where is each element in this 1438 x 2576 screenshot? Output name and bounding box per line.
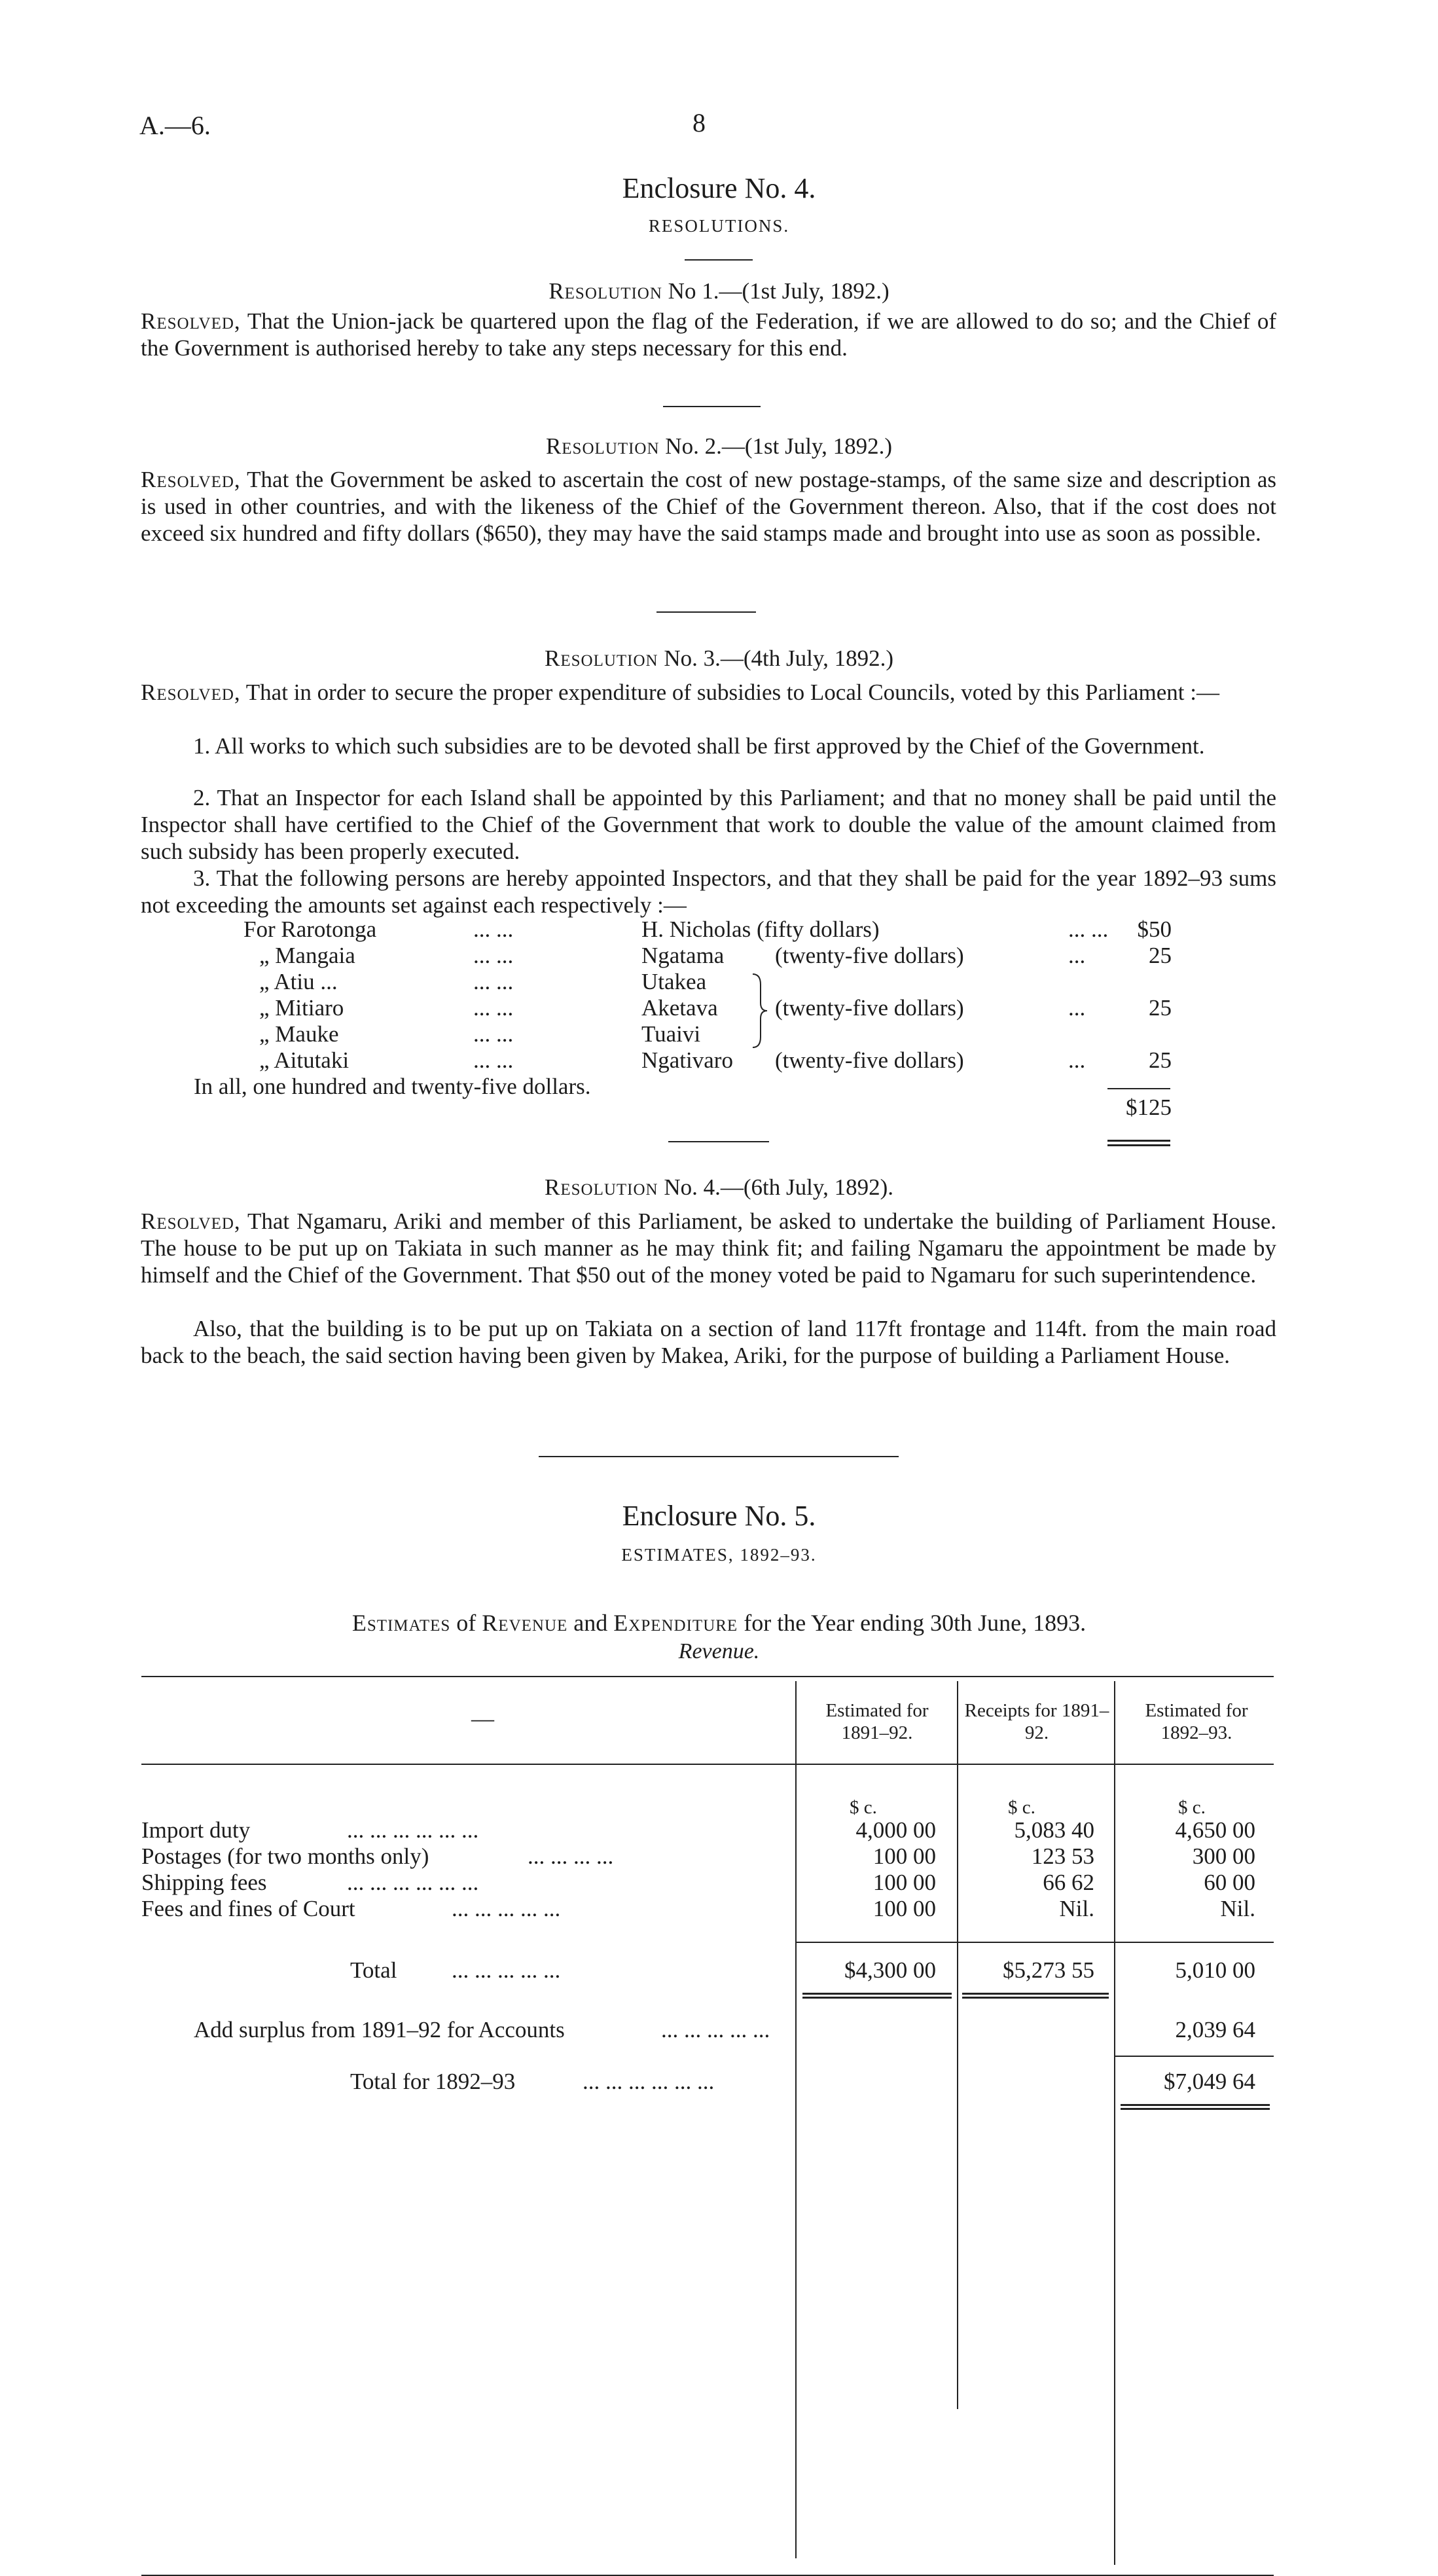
resolution-1-text: Resolved, That the Union-jack be quartered upon the flag of the Federation, if we are allowed to do so; and the Chief of the Government is authorised hereby to take any steps necessary for this end. [141,308,1276,361]
table-top-rule [141,1676,1274,1677]
double-rule [962,1993,1109,1995]
leader-dots: ... ... [473,1047,514,1073]
resolution-3-item-3: 3. That the following persons are hereby appointed Inspectors, and that they shall be paid for the year 1892–93 sums not exceeding the amounts set against each respectively :— [141,865,1276,918]
inspector-place: „ Mitiaro [259,995,344,1021]
double-rule [1107,1140,1170,1142]
table-cell: 100 00 [872,1870,936,1895]
inspector-note: (twenty-five dollars) [775,1047,964,1073]
sum-rule [1107,1088,1170,1089]
brace-icon [750,973,770,1049]
column-divider [795,1681,797,2558]
divider [668,1141,769,1142]
inspector-name: Ngatama [641,943,725,968]
resolution-4-text-continued: Also, that the building is to be put up on Takiata on a section of land 117ft frontage and 114ft. from the main road back to the beach, the said section having been given by Makea, Ariki, for the purpose of building a Parliament House. [141,1316,1276,1368]
inspector-amount: 25 [1149,995,1172,1021]
leader-dots: ... ... [473,995,514,1021]
table-cell: 100 00 [872,1843,936,1869]
table-cell: 4,650 00 [1175,1817,1255,1843]
column-header: Receipts for 1891–92. [964,1700,1109,1743]
resolution-3-heading: Resolution No. 3.—(4th July, 1892.) [545,645,893,671]
table-cell: 4,000 00 [855,1817,936,1843]
table-cell: 66 62 [1043,1870,1094,1895]
inspector-name: Tuaivi [641,1021,701,1047]
leader-dots: ... ... [473,943,514,968]
table-cell: 2,039 64 [1175,2017,1255,2042]
leader-dots: ... [1068,943,1086,968]
resolution-2-text: Resolved, That the Government be asked to ascertain the cost of new postage-stamps, of the same size and description as is used in other countries, and with the likeness of the Chief of the Government thereon. Also, that if the cost does not exceed six hundred and fifty dollars ($650), they may have the said stamps made and brought into use as soon as possible. [141,467,1276,546]
inspector-name: H. Nicholas (fifty dollars) [641,916,880,942]
resolutions-subtitle: RESOLUTIONS. [648,216,790,236]
divider [685,259,753,261]
in-all-total-text: In all, one hundred and twenty-five dollars. [194,1074,591,1099]
inspectors-list [0,916,1438,1126]
table-cell: 300 00 [1192,1843,1255,1869]
column-header: Estimated for 1891–92. [825,1700,929,1743]
total-label: Total [350,1957,397,1983]
row-label: Fees and fines of Court [141,1896,355,1921]
inspector-amount: 25 [1149,943,1172,968]
divider [656,611,756,613]
inspector-place: „ Atiu ... [259,969,338,994]
double-rule [802,1993,952,1995]
leader-dots: ... ... ... ... ... [661,2017,770,2042]
table-cell: Nil. [1220,1896,1255,1921]
unit-label: $ c. [1008,1797,1035,1818]
inspector-note: (twenty-five dollars) [775,995,964,1021]
unit-label: $ c. [1178,1797,1206,1818]
inspector-name: Utakea [641,969,707,994]
leader-dots: ... ... [1068,916,1109,942]
inspector-place: „ Aitutaki [259,1047,350,1073]
resolution-4-heading: Resolution No. 4.—(6th July, 1892). [545,1174,893,1200]
enclosure-5-title: Enclosure No. 5. [622,1500,816,1532]
resolution-3-item-2: 2. That an Inspector for each Island shall be appointed by this Parliament; and that no money shall be paid until the Inspector shall have certified to the Chief of the Government that work to double the value of the amount claimed from such subsidy has been properly executed. [141,785,1276,864]
inspector-amount: $50 [1137,916,1172,942]
leader-dots: ... ... [473,969,514,994]
double-rule [962,1997,1109,1999]
enclosure-4-title: Enclosure No. 4. [622,172,816,204]
document-reference: A.—6. [139,111,211,140]
leader-dots: ... ... ... ... ... ... [583,2069,715,2094]
leader-dots: ... [1068,995,1086,1021]
leader-dots: ... ... ... ... ... [452,1896,561,1921]
leader-dots: ... ... ... ... ... ... [347,1870,479,1895]
inspector-note: (twenty-five dollars) [775,943,964,968]
table-header-rule [141,1764,1274,1765]
total-rule [795,1942,1274,1943]
table-cell: $4,300 00 [844,1957,936,1983]
divider [663,406,761,407]
inspector-place: „ Mangaia [259,943,355,968]
leader-dots: ... ... ... ... ... [452,1957,561,1983]
row-label: Import duty [141,1817,251,1843]
estimates-heading: Estimates of Revenue and Expenditure for the Year ending 30th June, 1893. [351,1610,1087,1636]
resolution-1-heading: Resolution No 1.—(1st July, 1892.) [548,278,890,304]
resolution-3-text: Resolved, That in order to secure the proper expenditure of subsidies to Local Councils, voted by this Parliament :— [141,680,1219,705]
table-cell: 5,010 00 [1175,1957,1255,1983]
table-cell: $7,049 64 [1164,2069,1255,2094]
unit-label: $ c. [850,1797,877,1818]
inspector-name: Aketava [641,995,718,1021]
resolution-4-text: Resolved, That Ngamaru, Ariki and member of this Parliament, be asked to undertake the building of Parliament House. The house to be put up on Takiata in such manner as he may think fit; and failing Ngamaru the appointment be made by himself and the Chief of the Government. That $50 out of the money voted be paid to Ngamaru for such superintendence. [141,1208,1276,1288]
resolution-2-heading: Resolution No. 2.—(1st July, 1892.) [545,433,893,459]
double-rule [1121,2108,1270,2110]
surplus-label: Add surplus from 1891–92 for Accounts [194,2017,565,2042]
leader-dots: ... [1068,1047,1086,1073]
sum-rule [1114,2056,1274,2057]
column-divider [1114,1681,1115,2565]
resolution-3-item-1: 1. All works to which such subsidies are to be devoted shall be first approved by the Chief of the Government. [193,733,1205,759]
column-divider [957,1681,958,2409]
revenue-section-label: Revenue. [678,1639,760,1663]
table-cell: 123 53 [1031,1843,1094,1869]
table-cell: 60 00 [1204,1870,1255,1895]
inspector-name: Ngativaro [641,1047,733,1073]
double-rule [1121,2104,1270,2106]
leader-dots: ... ... [473,916,514,942]
page-number: 8 [692,108,706,137]
inspectors-total: $125 [1126,1095,1172,1120]
table-cell: 100 00 [872,1896,936,1921]
double-rule [802,1997,952,1999]
column-header: Estimated for 1892–93. [1145,1700,1248,1743]
row-label: Shipping fees [141,1870,267,1895]
estimates-subtitle: ESTIMATES, 1892–93. [621,1545,817,1565]
table-cell: Nil. [1059,1896,1094,1921]
row-label: Postages (for two months only) [141,1843,429,1869]
table-cell: 5,083 40 [1014,1817,1094,1843]
double-rule [1107,1144,1170,1146]
stub-header: — [471,1706,494,1732]
section-divider [539,1456,899,1457]
inspector-place: „ Mauke [259,1021,339,1047]
table-cell: $5,273 55 [1003,1957,1094,1983]
inspector-amount: 25 [1149,1047,1172,1073]
inspector-place: For Rarotonga [243,916,377,942]
leader-dots: ... ... [473,1021,514,1047]
grand-total-label: Total for 1892–93 [350,2069,516,2094]
leader-dots: ... ... ... ... ... ... [347,1817,479,1843]
leader-dots: ... ... ... ... [528,1843,614,1869]
